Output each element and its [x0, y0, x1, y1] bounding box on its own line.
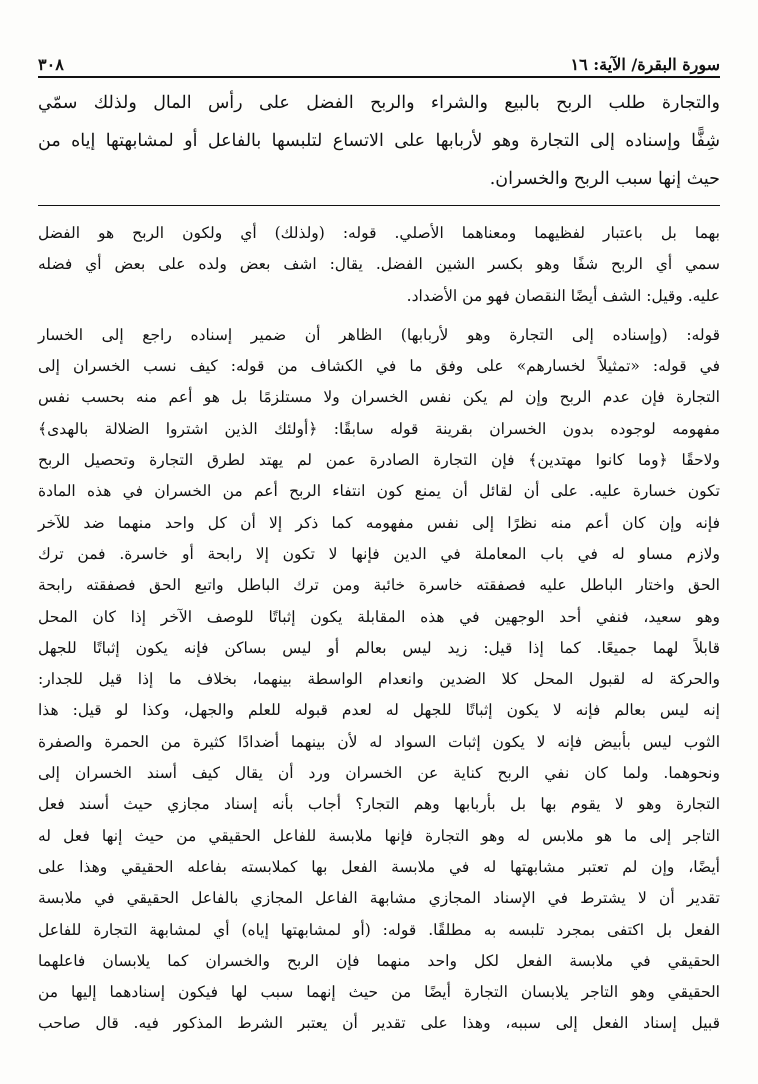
page-number: ٣٠٨: [38, 55, 64, 74]
main-text-line: والتجارة طلب الربح بالبيع والشراء والربح الفضل على رأس المال ولذلك سمّي: [38, 93, 720, 113]
commentary-line: قوله: (وإسناده إلى التجارة وهو لأربابها) الظاهر أن ضمير إسناده راجع إلى الخسار: [38, 325, 720, 344]
commentary-line: ولاحقًا ﴿وما كانوا مهتدين﴾ فإن التجارة الصادرة عمن لم يهتد لطرق التجارة وتحصيل الربح: [38, 451, 720, 470]
commentary-line: قابلاً لهما جميعًا. كما إذا قيل: زيد ليس بعالم أو ليس بساكن فإنه يكون إثباتًا للجهل: [38, 638, 720, 657]
commentary-paragraph: [38, 218, 720, 312]
commentary-paragraph: [38, 320, 720, 1040]
commentary-line: الحق واختار الباطل عليه فصفقته خاسرة خائبة ومن ترك الباطل واتبع الحق فصفقته رابحة: [38, 576, 720, 595]
commentary-line: سمي أي الربح شفًا وهو بكسر الشين الفضل. يقال: اشف بعض ولده على بعض أي فضله: [38, 255, 720, 274]
commentary-line: بهما بل باعتبار لفظيهما ومعناهما الأصلي. قوله: (ولذلك) أي ولكون الربح هو الفضل: [38, 224, 720, 242]
main-text: [38, 84, 720, 198]
commentary-line: الثوب ليس بأبيض فإنه لا يكون إثبات السواد له لأن بينهما أضدادًا كثيرة من الحمرة والصفرة: [38, 732, 720, 751]
commentary-line: فإنه وإن كان أعم منه نظرًا إلى نفس مفهومه كما ذكر إلا أن كل واحد منهما ضد للآخر: [38, 513, 720, 532]
main-text-line: شِفًّا وإسناده إلى التجارة وهو لأربابها على الاتساع لتلبسها بالفاعل أو لمشابهتها إياه من: [38, 131, 720, 151]
commentary-line: التجارة فإن عدم الربح وإن لم يكن نفس الخسران ولا مستلزمًا بل هو أعم منه بحسب نفس: [38, 388, 720, 407]
commentary-divider: [38, 205, 720, 206]
commentary-line: عليه. وقيل: الشف أيضًا النقصان فهو من الأضداد.: [406, 286, 720, 305]
commentary-line: قبيل إسناد الفعل إلى سببه، وهذا على تقدير أن يعتبر الشرط المذكور فيه. قال صاحب: [38, 1014, 720, 1033]
commentary-line: مفهومه لوجوده بدون الخسران بقرينة قوله سابقًا: ﴿أولئك الذين اشتروا الضلالة بالهدى﴾: [38, 419, 720, 438]
commentary-line: تقدير أن لا يشترط في الإسناد المجازي مشابهة الفاعل المجازي بالفاعل الحقيقي في ملابسة: [38, 889, 721, 908]
commentary-line: ولازم مساو له في باب المعاملة في الدين فإنها لا تكون إلا رابحة أو خاسرة. فمن ترك: [38, 544, 720, 563]
commentary-line: التاجر إلى ما هو ملابس له وهو التجارة فإنها ملابسة للفاعل الحقيقي من حيث إنها فعل له: [38, 826, 720, 845]
commentary-line: التجارة وهو لا يقوم بها بل بأربابها وهم التجار؟ أجاب بأنه إسناد مجازي حيث أسند فعل: [38, 795, 720, 814]
surah-reference: سورة البقرة/ الآية: ١٦: [570, 55, 720, 74]
page-header: [38, 40, 720, 74]
commentary-line: الحقيقي في ملابسة الفعل لكل واحد منهما فإن الربح والخسران كما يلابسان فاعلهما: [38, 951, 720, 970]
commentary-line: وهو سعيد، فنفي أحد الوجهين في هذه المقابلة يكون إثباتًا للوصف الآخر إذا كان المحل: [38, 607, 720, 626]
commentary-line: تكون خسارة عليه. على أن لقائل أن يمنع كون انتفاء الربح أعم من الخسران في هذه المادة: [38, 482, 720, 501]
commentary-line: ونحوهما. ولما كان نفي الربح كناية عن الخسران ورد أن يقال كيف أسند الخسران إلى: [38, 764, 720, 783]
header-divider: [38, 76, 720, 78]
commentary-line: الحقيقي وهو التاجر يلابسان التجارة أيضًا من حيث إنهما سبب لها فيكون إسنادهما إليها من: [38, 983, 720, 1002]
commentary-line: إنه ليس بعالم فإنه لا يكون إثباتًا للجهل له لعدم قبوله للعلم والجهل، وكذا لو قيل: هذا: [38, 701, 720, 720]
commentary-line: الفعل بل اكتفى بمجرد تلبسه به مطلقًا. قوله: (أو لمشابهتها إياه) أي لمشابهة التجارة للفاعل: [38, 920, 720, 939]
commentary-line: والحركة له لقبول المحل كلا الضدين وانعدام الواسطة بينهما، بخلاف ما إذا قيل للجدار:: [38, 670, 720, 689]
commentary-line: أيضًا، وإن لم تعتبر مشابهتها له في ملابسة الفعل بها كملابسته بفاعله الحقيقي وهذا على: [38, 857, 720, 876]
commentary-line: في قوله: «تمثيلاً لخسارهم» على وفق ما في الكشاف من قوله: كيف نسب الخسران إلى: [38, 357, 720, 376]
main-text-line: حيث إنها سبب الربح والخسران.: [489, 169, 720, 189]
commentary-text: [38, 218, 720, 1040]
